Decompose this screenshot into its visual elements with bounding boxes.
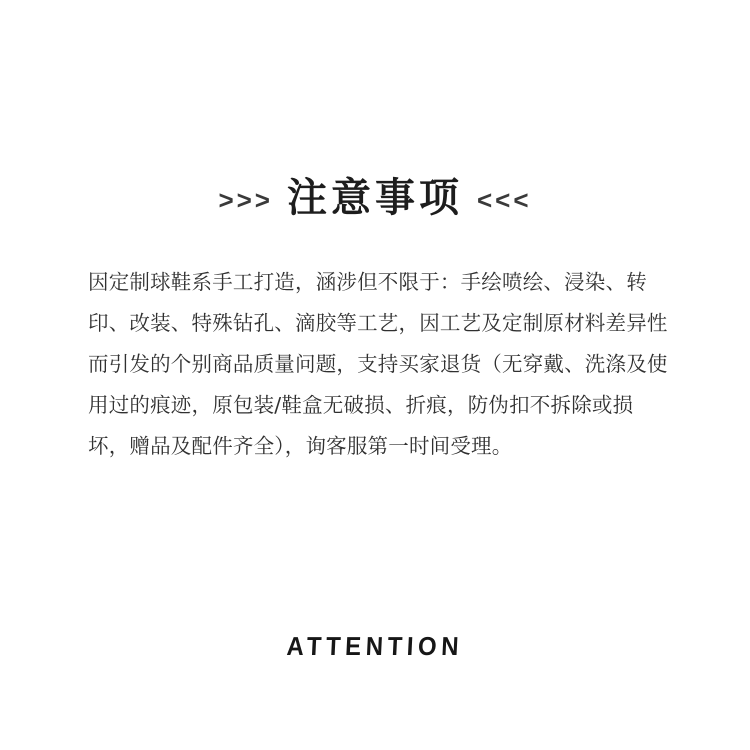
left-arrows-decoration: >>> xyxy=(218,185,273,215)
page-heading xyxy=(0,175,750,221)
footer-area xyxy=(0,631,750,662)
right-arrows-decoration: <<< xyxy=(477,185,532,215)
attention-wordmark: ATTENTION xyxy=(286,631,464,661)
page-title: 注意事项 xyxy=(287,175,463,221)
notice-paragraph: 因定制球鞋系手工打造，涵涉但不限于：手绘喷绘、浸染、转印、改装、特殊钻孔、滴胶等工艺，因工艺及定制原材料差异性而引发的个别商品质量问题，支持买家退货（无穿戴、洗涤及使用过的痕迹，原包装/鞋盒无破损、折痕，防伪扣不拆除或损坏，赠品及配件齐全），询客服第一时间受理。 xyxy=(88,270,668,458)
